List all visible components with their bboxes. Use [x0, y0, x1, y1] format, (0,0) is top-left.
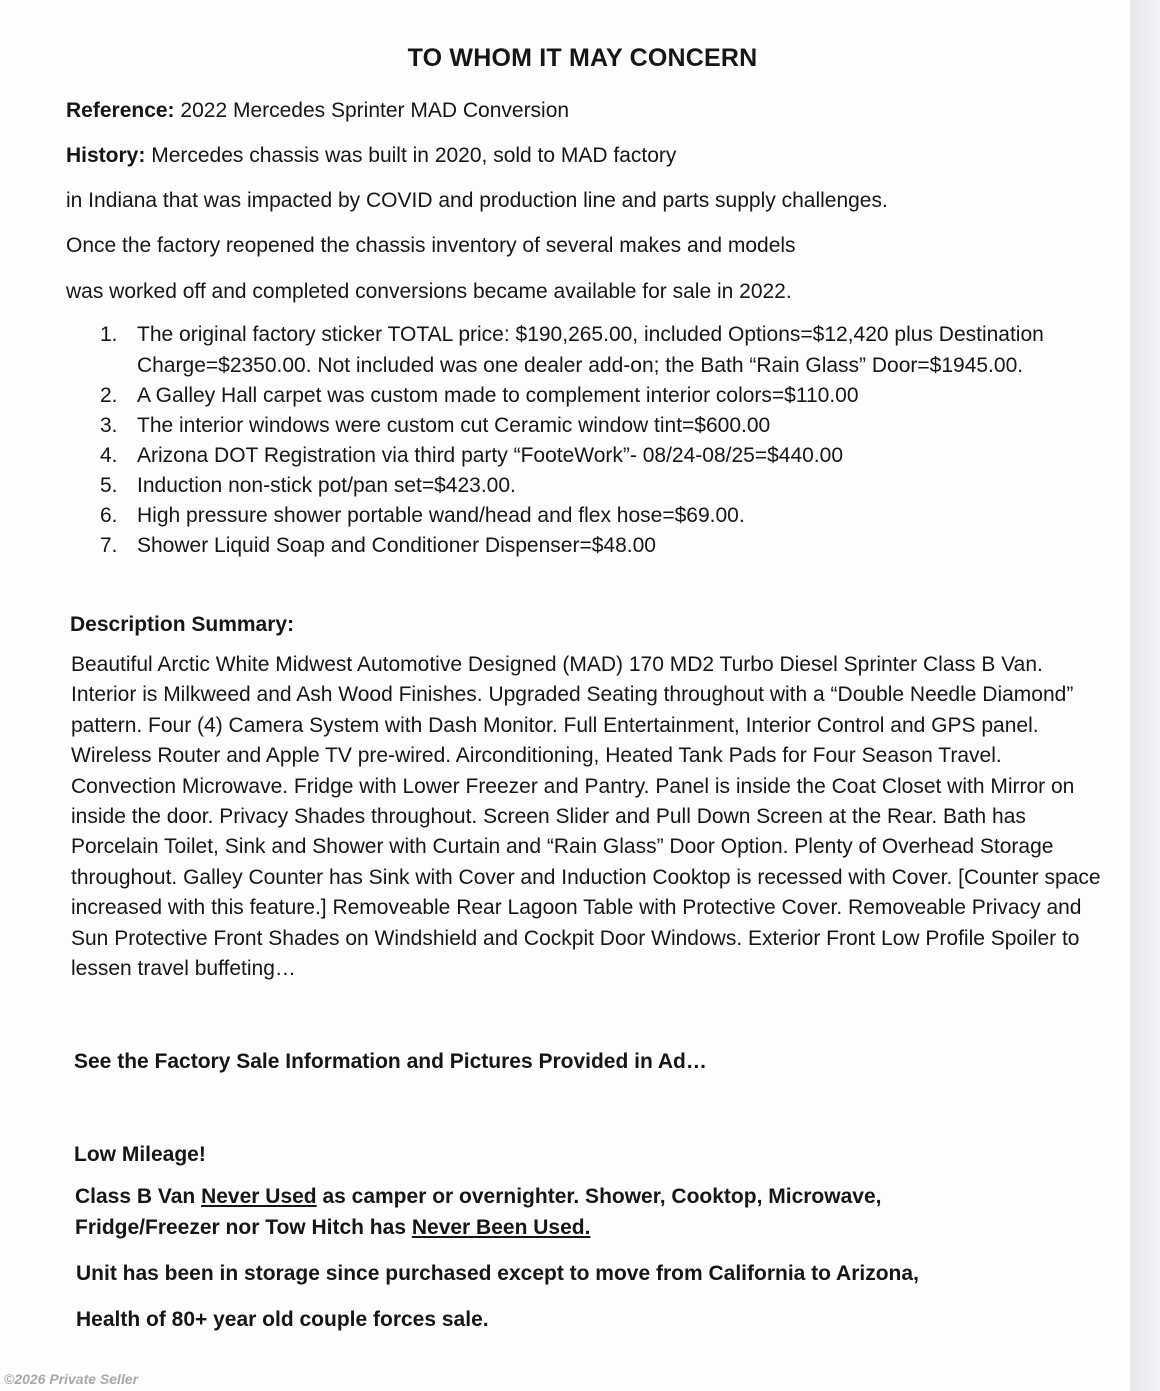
list-item: [100, 471, 1080, 501]
description-heading: Description Summary:: [70, 613, 295, 636]
list-item-number: 3.: [100, 414, 118, 437]
class-b-text-rest: as camper or overnighter. Shower, Cooktop, Microwave,: [316, 1185, 882, 1208]
history-line-2: in Indiana that was impacted by COVID and production line and parts supply challenges.: [66, 189, 888, 212]
health-note: Health of 80+ year old couple forces sale.: [76, 1308, 489, 1331]
price-items-list: [100, 319, 1080, 561]
history-line-3: Once the factory reopened the chassis inventory of several makes and models: [66, 234, 796, 257]
factory-info-note: See the Factory Sale Information and Pictures Provided in Ad…: [74, 1050, 707, 1073]
class-b-note: [75, 1185, 881, 1209]
list-item: [100, 411, 1080, 441]
reference-line: [66, 99, 569, 123]
never-been-used-underline: Never Been Used.: [411, 1216, 591, 1239]
list-item: [100, 441, 1080, 471]
class-b-text: Class B Van: [75, 1185, 202, 1208]
list-item-number: 1.: [100, 323, 118, 346]
list-item-number: 6.: [100, 504, 118, 527]
list-item-text: The original factory sticker TOTAL price: $190,265.00, included Options=$12,420 plus Destination Charge=$2350.00. Not included was one dealer add-on; the Bath “Rain Glass” Door=$1945.00.: [137, 323, 1044, 377]
history-text-1: Mercedes chassis was built in 2020, sold to MAD factory: [151, 144, 677, 167]
list-item-text: Shower Liquid Soap and Conditioner Dispenser=$48.00: [137, 534, 656, 557]
list-item-number: 4.: [100, 444, 118, 467]
list-item: [100, 381, 1080, 411]
list-item-number: 7.: [100, 534, 118, 557]
history-label: History:: [66, 144, 146, 167]
list-item-number: 5.: [100, 474, 118, 497]
list-item-text: High pressure shower portable wand/head and flex hose=$69.00.: [137, 504, 745, 527]
list-item-text: Induction non-stick pot/pan set=$423.00.: [137, 474, 516, 497]
list-item-text: Arizona DOT Registration via third party “FooteWork”- 08/24-08/25=$440.00: [137, 444, 843, 467]
list-item-text: A Galley Hall carpet was custom made to complement interior colors=$110.00: [137, 384, 859, 407]
list-item-number: 2.: [100, 384, 118, 407]
letter-title: TO WHOM IT MAY CONCERN: [407, 44, 758, 72]
low-mileage-note: Low Mileage!: [74, 1143, 206, 1166]
history-line-1: [66, 144, 676, 168]
copyright-watermark: ©2026 Private Seller: [4, 1371, 139, 1387]
scan-page-edge: [1130, 0, 1160, 1391]
storage-note: Unit has been in storage since purchased except to move from California to Arizona,: [76, 1262, 919, 1285]
list-item: [100, 319, 1080, 381]
never-used-underline: Never Used: [201, 1185, 317, 1208]
list-item-text: The interior windows were custom cut Ceramic window tint=$600.00: [137, 414, 771, 437]
list-item: [100, 531, 1080, 561]
history-line-4: was worked off and completed conversions became available for sale in 2022.: [66, 280, 792, 303]
list-item: [100, 501, 1080, 531]
reference-text: 2022 Mercedes Sprinter MAD Conversion: [180, 99, 570, 122]
description-body: Beautiful Arctic White Midwest Automotive Designed (MAD) 170 MD2 Turbo Diesel Sprinter Class B Van. Interior is Milkweed and Ash Wood Finishes. Upgraded Seating throughout with a “Double Needle Diamond” pattern. Four (4) Camera System with Dash Monitor. Full Entertainment, Interior Control and GPS panel. Wireless Router and Apple TV pre-wired. Airconditioning, Heated Tank Pads for Four Season Travel. Convection Microwave. Fridge with Lower Freezer and Pantry. Panel is inside the Coat Closet with Mirror on inside the door. Privacy Shades throughout. Screen Slider and Pull Down Screen at the Rear. Bath has Porcelain Toilet, Sink and Shower with Curtain and “Rain Glass” Door Option. Plenty of Overhead Storage throughout. Galley Counter has Sink with Cover and Induction Cooktop is recessed with Cover. [Counter space increased with this feature.] Removeable Rear Lagoon Table with Protective Cover. Removeable Privacy and Sun Protective Front Shades on Windshield and Cockpit Door Windows. Exterior Front Low Profile Spoiler to lessen travel buffeting…: [71, 653, 1101, 981]
fridge-note: [75, 1216, 590, 1240]
fridge-text: Fridge/Freezer nor Tow Hitch has: [75, 1216, 412, 1239]
reference-label: Reference:: [66, 99, 175, 122]
